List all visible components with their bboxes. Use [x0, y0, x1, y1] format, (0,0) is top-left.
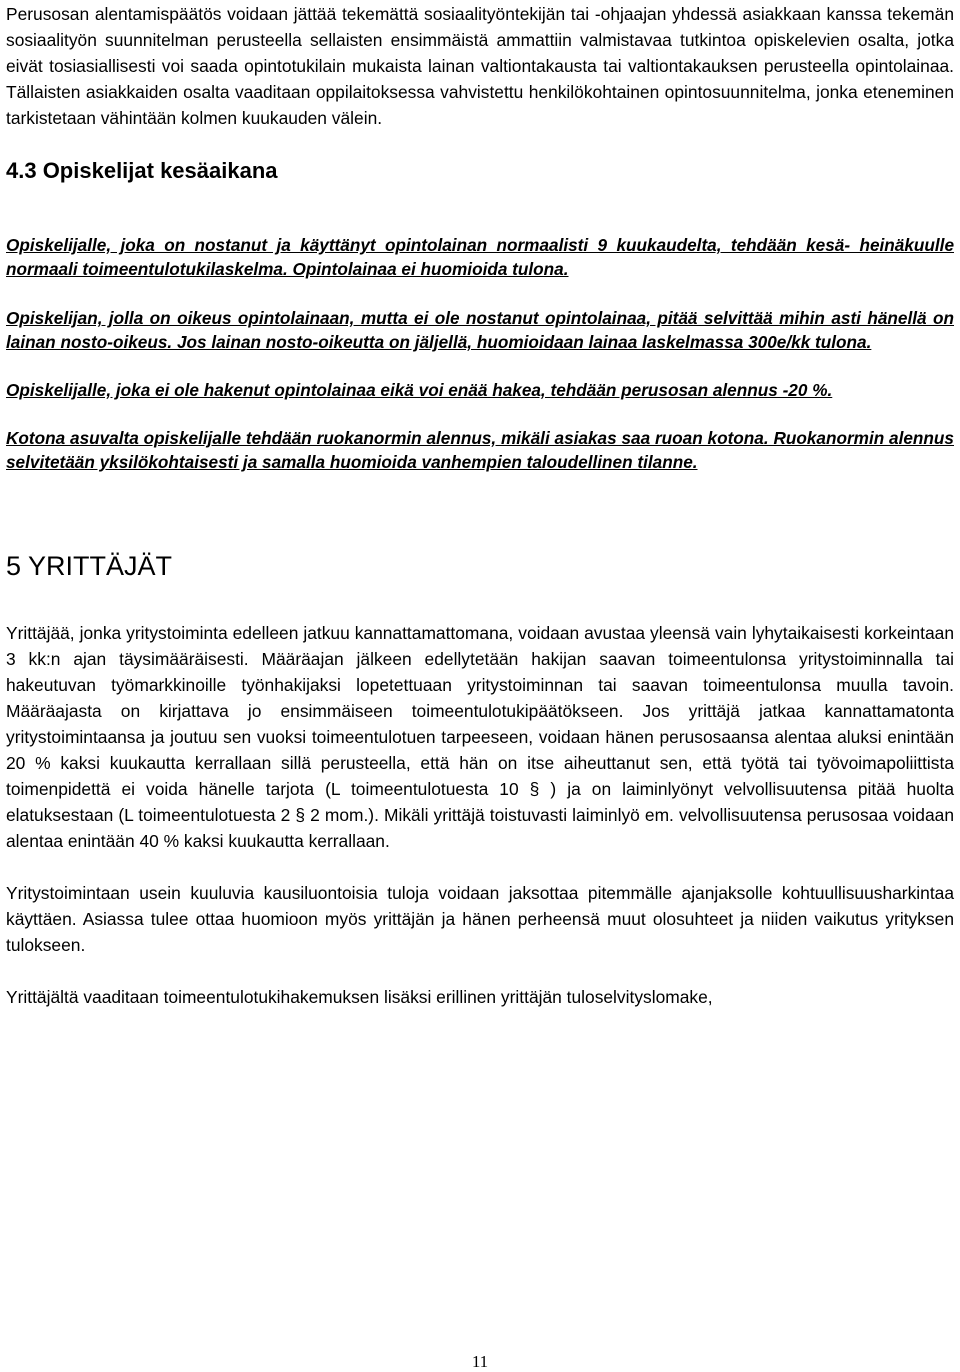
- entrepreneur-paragraph-2: Yritystoimintaan usein kuuluvia kausiluontoisia tuloja voidaan jaksottaa pitemmälle ajanjaksolle kohtuullisuusharkintaa käyttäen. Asiassa tulee ottaa huomioon myös yrittäjän ja hänen perheensä muut olosuhteet ja niiden vaikutus yrityksen tulokseen.: [6, 883, 954, 955]
- entrepreneur-paragraph-3: Yrittäjältä vaaditaan toimeentulotukihakemuksen lisäksi erillinen yrittäjän tuloselvityslomake,: [6, 987, 713, 1007]
- section-5-heading: 5 YRITTÄJÄT: [6, 551, 173, 581]
- summer-paragraph-2: Opiskelijan, jolla on oikeus opintolainaan, mutta ei ole nostanut opintolainaa, pitää selvittää mihin asti hänellä on lainan nosto-oikeus. Jos lainan nosto-oikeutta on jäljellä, huomioidaan lainaa laskelmassa 300e/kk tulona.: [6, 308, 954, 352]
- intro-paragraph: Perusosan alentamispäätös voidaan jättää tekemättä sosiaalityöntekijän tai -ohjaajan yhdessä asiakkaan kanssa tekemän sosiaalityön suunnitelman perusteella sellaisten ensimmäistä ammattiin valmistavaa tutkintoa opiskelevien osalta, jotka eivät tosiasiallisesti voi saada opintotukilain mukaista lainan valtiontakausta tai valtiontakauksen perusteella opintolainaa. Tällaisten asiakkaiden osalta vaaditaan oppilaitoksessa vahvistettu henkilökohtainen opintosuunnitelma, jonka eteneminen tarkistetaan vähintään kolmen kuukauden välein.: [6, 4, 954, 128]
- document-page: [6, 0, 954, 1010]
- summer-paragraph-4: Kotona asuvalta opiskelijalle tehdään ruokanormin alennus, mikäli asiakas saa ruoan kotona. Ruokanormin alennus selvitetään yksilökohtaisesti ja samalla huomioida vanhempien taloudellinen tilanne.: [6, 428, 954, 472]
- section-4-3-heading: 4.3 Opiskelijat kesäaikana: [6, 158, 278, 183]
- entrepreneur-paragraph-1: Yrittäjää, jonka yritystoiminta edelleen jatkuu kannattamattomana, voidaan avustaa yleensä vain lyhytaikaisesti korkeintaan 3 kk:n ajan täysimääräisesti. Määräajan jälkeen edellytetään hakijan saavan toimeentulonsa yritystoiminnalla tai hakeutuvan työmarkkinoille työnhakijaksi lopetettuaan yritystoiminnan tai saavan toimeentulonsa muulla tavoin. Määräajasta on kirjattava jo ensimmäiseen toimeentulotukipäätökseen. Jos yrittäjä jatkaa kannattamatonta yritystoimintaansa ja joutuu sen vuoksi toimeentulotuen tarpeeseen, voidaan hänen perusosaansa alentaa aluksi enintään 20 % kaksi kuukautta kerrallaan sillä perusteella, että hän on itse aiheuttanut sen, että työtä tai työvoimapoliittista toimenpidettä ei voida hänelle tarjota (L toimeentulotuesta 10 § ) ja on laiminlyönyt velvollisuutensa pitää huolta elatuksestaan (L toimeentulotuesta 2 § 2 mom.). Mikäli yrittäjä toistuvasti laiminlyö em. velvollisuutensa perusosaa voidaan alentaa enintään 40 % kaksi kuukautta kerrallaan.: [6, 623, 954, 851]
- page-number: 11: [471, 1352, 489, 1371]
- summer-paragraph-3: Opiskelijalle, joka ei ole hakenut opintolainaa eikä voi enää hakea, tehdään perusosan alennus -20 %.: [6, 380, 833, 400]
- summer-paragraph-1: Opiskelijalle, joka on nostanut ja käyttänyt opintolainan normaalisti 9 kuukaudelta, tehdään kesä- heinäkuulle normaali toimeentulotukilaskelma. Opintolainaa ei huomioida tulona.: [6, 235, 954, 279]
